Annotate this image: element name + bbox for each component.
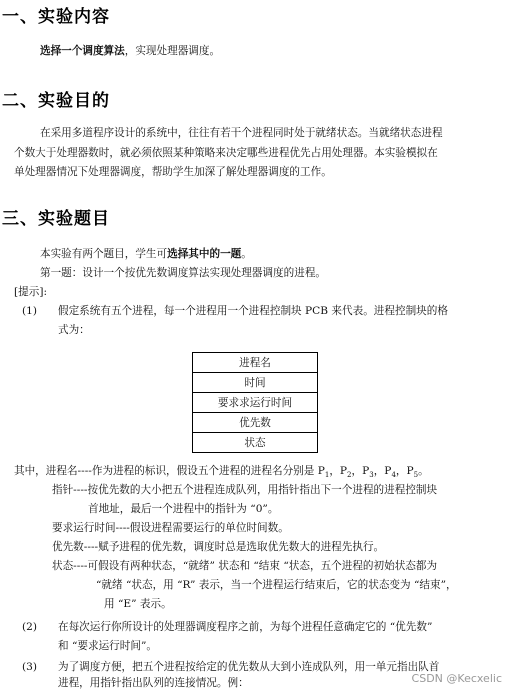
- desc-pointer-line-2: 首地址，最后一个进程中的指针为 “0”。: [88, 503, 279, 515]
- desc-state-line-2: “就绪 “状态，用 “R” 表示，当一个进程运行结束后，它的状态变为 “结束”，: [96, 579, 457, 591]
- item-3-number: (3): [22, 661, 38, 673]
- item-1-number: (1): [22, 305, 38, 317]
- section-3-intro-pre: 本实验有两个题目，学生可: [40, 248, 168, 260]
- desc-runtime: 要求运行时间----假设进程需要运行的单位时间数。: [52, 522, 289, 534]
- section-1-title: 一、实验内容: [2, 7, 110, 27]
- pcb-cell-process-name: 进程名: [193, 353, 318, 373]
- pcb-cell-time: 时间: [193, 373, 318, 393]
- section-1-body: [40, 42, 220, 61]
- desc-process-name: 其中，进程名----作为进程的标识，假设五个进程的进程名分别是 $P_1$，$P_2$，$P_3$，$P_4$，$P_5$。: [14, 465, 429, 480]
- desc-process-name-text: 其中，进程名----作为进程的标识，假设五个进程的进程名分别是 P: [14, 465, 325, 477]
- item-2-line-2: 和 “要求运行时间”。: [58, 640, 157, 652]
- p-sub-3: 3: [369, 471, 374, 480]
- pcb-row-state: [193, 433, 318, 453]
- pcb-row-time: [193, 373, 318, 393]
- p-sub-2: 2: [347, 471, 352, 480]
- pcb-row-process-name: [193, 353, 318, 373]
- pcb-cell-required-runtime: 要求求运行时间: [193, 393, 318, 413]
- section-2-title: 二、实验目的: [2, 91, 110, 111]
- desc-pointer-line-1: 指针----按优先数的大小把五个进程连成队列，用指针指出下一个进程的进程控制块: [52, 484, 438, 496]
- item-1-line-2: 式为：: [58, 324, 90, 336]
- section-2-line-2: 个数大于处理器数时，就必须依照某种策略来决定哪些进程优先占用处理器。本实验模拟在: [14, 147, 438, 159]
- section-2-line-1: 在采用多道程序设计的系统中，往往有若干个进程同时处于就绪状态。当就绪状态进程: [40, 127, 443, 139]
- section-3-title: 三、实验题目: [2, 209, 110, 229]
- section-3-intro-bold: 选择其中的一题: [167, 248, 242, 260]
- desc-priority: 优先数----赋予进程的优先数，调度时总是选取优先数大的进程先执行。: [52, 541, 385, 553]
- section-3-intro-post: 。: [241, 248, 252, 260]
- pcb-row-priority: [193, 413, 318, 433]
- pcb-row-required-runtime: [193, 393, 318, 413]
- p-sub-5: 5: [413, 471, 419, 480]
- pcb-format-table: [192, 352, 318, 453]
- item-2-number: (2): [22, 621, 38, 633]
- desc-state-line-3: 用 “E” 表示。: [104, 598, 172, 610]
- task-1-line: 第一题：设计一个按优先数调度算法实现处理器调度的进程。: [40, 267, 327, 279]
- hint-label: [提示]:: [14, 286, 48, 298]
- item-2-line-1: 在每次运行你所设计的处理器调度程序之前，为每个进程任意确定它的 “优先数”: [58, 621, 433, 633]
- item-3-line-1: 为了调度方便，把五个进程按给定的优先数从大到小连成队列，用一单元指出队首: [58, 661, 440, 673]
- section-1-rest: ，实现处理器调度。: [124, 45, 221, 57]
- item-1-line-1: 假定系统有五个进程，每一个进程用一个进程控制块 PCB 来代表。进程控制块的格: [58, 305, 448, 317]
- section-1-bold-phrase: 选择一个调度算法: [40, 45, 125, 57]
- csdn-watermark: CSDN @Kecxelic: [411, 672, 502, 685]
- item-3-line-2: 进程，用指针指出队列的连接情况。例：: [58, 677, 249, 689]
- p-sub-1: 1: [324, 471, 330, 480]
- section-3-intro: [40, 245, 252, 264]
- desc-state-line-1: 状态----可假设有两种状态，“就绪” 状态和 “结束 “状态，五个进程的初始状态都为: [52, 560, 438, 572]
- section-2-line-3: 单处理器情况下处理器调度，帮助学生加深了解处理器调度的工作。: [14, 166, 332, 178]
- p-sub-4: 4: [391, 471, 396, 480]
- pcb-cell-priority: 优先数: [193, 413, 318, 433]
- pcb-cell-state: 状态: [193, 433, 318, 453]
